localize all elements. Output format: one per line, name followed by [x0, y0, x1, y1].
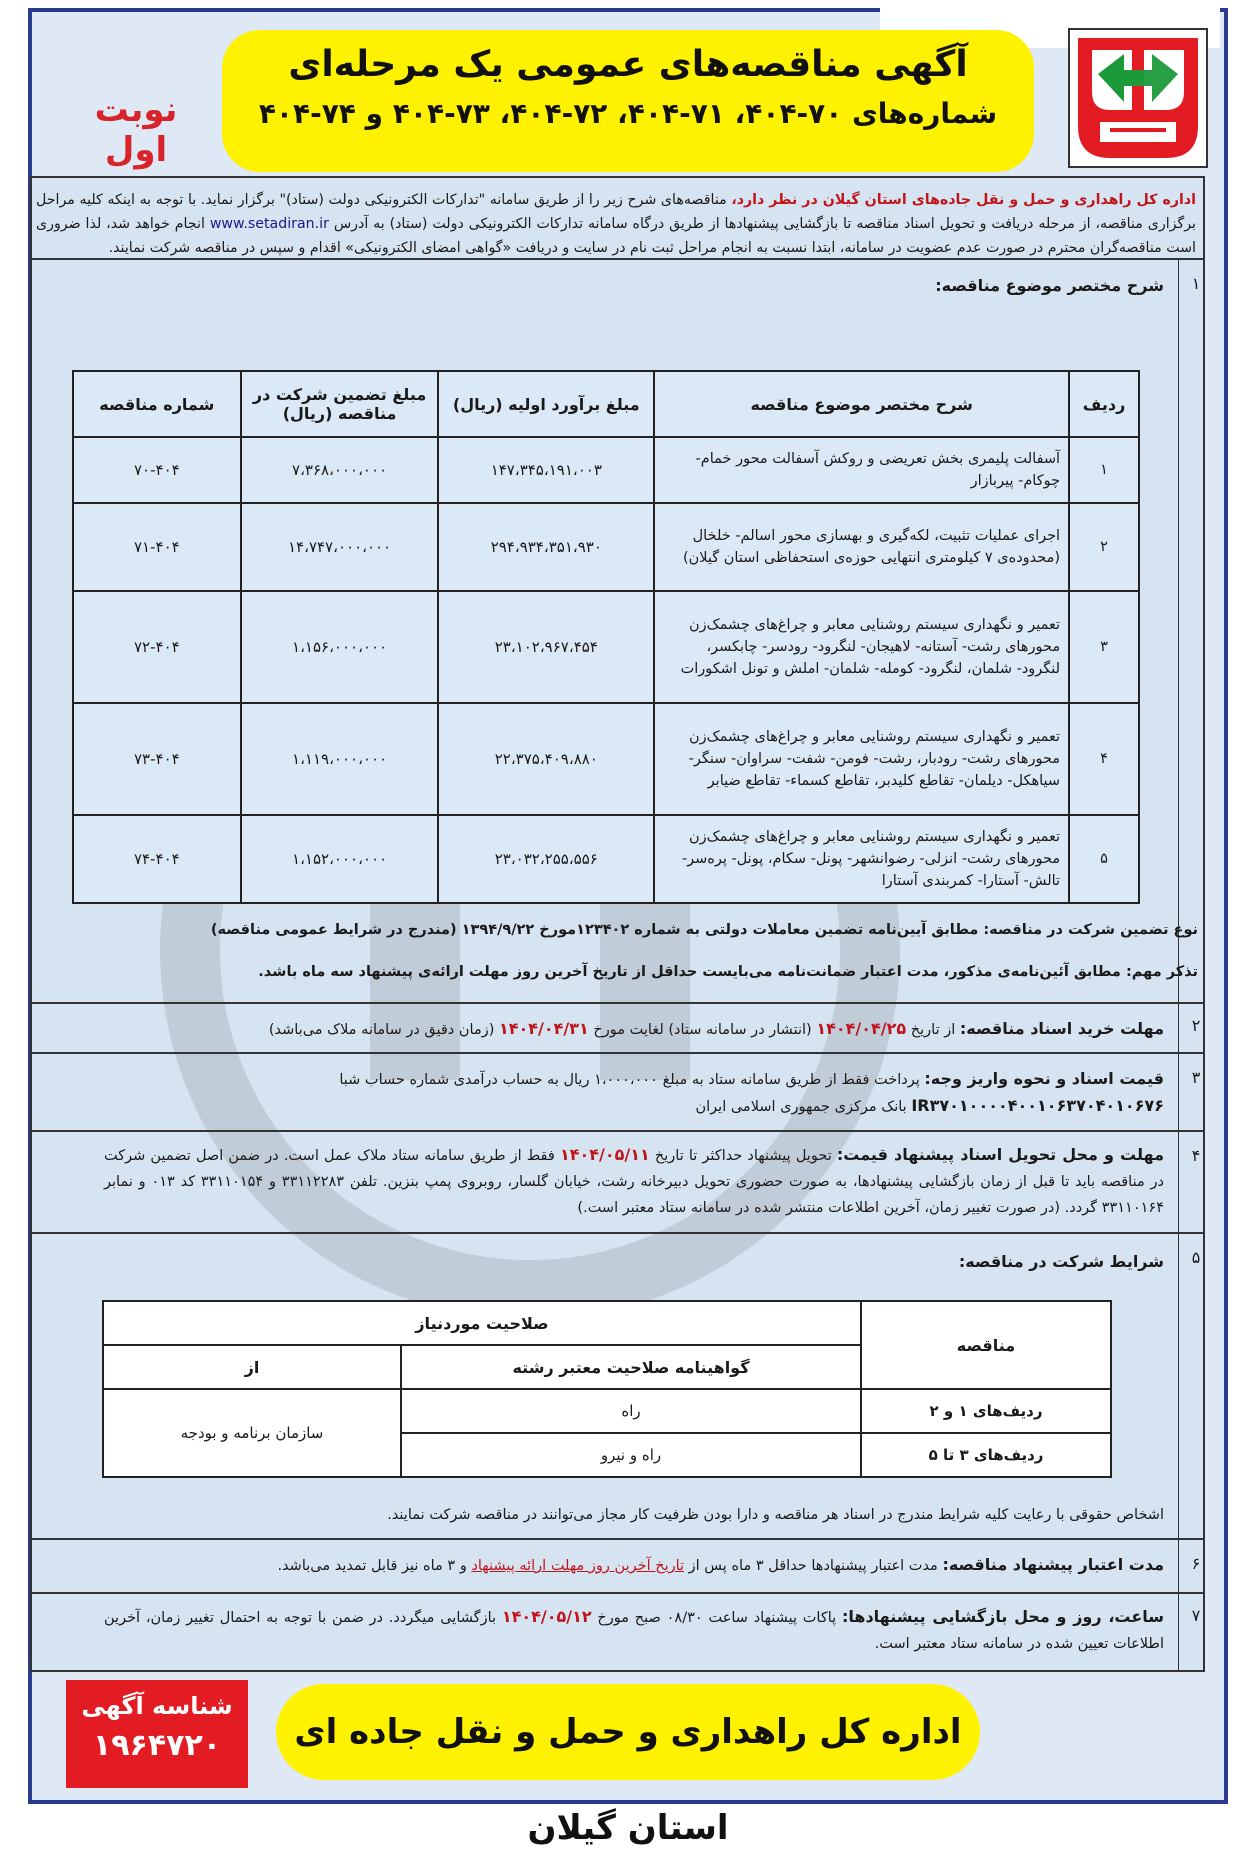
announcement-id-label: شناسه آگهی [81, 1692, 233, 1720]
row-from: سازمان برنامه و بودجه [103, 1389, 401, 1477]
row-tender: ردیف‌های ۱ و ۲ [861, 1389, 1111, 1433]
col-header: مناقصه [861, 1301, 1111, 1389]
footer-organization: اداره کل راهداری و حمل و نقل جاده ای استان گیلان [276, 1684, 980, 1780]
deadline-link[interactable]: تاریخ آخرین روز مهلت ارائه پیشنهاد [471, 1558, 685, 1574]
row-desc: آسفالت پلیمری بخش تعریضی و روکش آسفالت محور خمام- چوکام- پیربازار [654, 437, 1069, 503]
row-guarantee: ۱۴،۷۴۷،۰۰۰،۰۰۰ [241, 503, 439, 591]
announcement-title: آگهی مناقصه‌های عمومی یک مرحله‌ای [288, 44, 968, 85]
section-number: ۷ [1191, 1606, 1201, 1625]
qualification-table [102, 1300, 1112, 1478]
row-desc: اجرای عملیات تثبیت، لکه‌گیری و بهسازی محور اسالم- خلخال (محدوده‌ی ۷ کیلومتری انتهایی حوزه‌ی استحفاظی استان گیلان) [654, 503, 1069, 591]
row-cert: راه و نیرو [401, 1433, 861, 1477]
section-title: شرایط شرکت در مناقصه: [958, 1252, 1164, 1271]
section-number: ۴ [1191, 1146, 1201, 1165]
row-number: ۵ [1069, 815, 1139, 903]
title-banner [222, 30, 1034, 172]
text: مدت اعتبار پیشنهادها حداقل ۳ ماه پس از [684, 1558, 943, 1574]
text: تحویل پیشنهاد حداکثر تا تاریخ [649, 1148, 837, 1164]
text: (انتشار در سامانه ستاد) لغایت مورخ [588, 1022, 817, 1038]
section-4-text [104, 1142, 1164, 1221]
row-estimate: ۲۳،۱۰۲،۹۶۷،۴۵۴ [438, 591, 654, 703]
iban: IR۳۷۰۱۰۰۰۰۴۰۰۱۰۶۳۷۰۴۰۱۰۶۷۶ [911, 1096, 1164, 1115]
table-row [73, 703, 1139, 815]
date: ۱۴۰۴/۰۴/۲۵ [816, 1019, 907, 1038]
row-estimate: ۱۴۷،۳۴۵،۱۹۱،۰۰۳ [438, 437, 654, 503]
row-guarantee: ۱،۱۱۹،۰۰۰،۰۰۰ [241, 703, 439, 815]
table-row [73, 503, 1139, 591]
text: فقط از طریق سامانه ستاد ملاک عمل است. در ضمن اصل تضمین شرکت در مناقصه باید تا قبل از زمان بازگشایی پیشنهادها، به صورت حضوری تحویل دبیرخانه رشت، خیابان گلسار، روبروی پمپ بنزین. تلفن ۳۳۱۱۲۲۸۳ و ۳۳۱۱۰۱۵۴ کد ۰۱۳ و نمابر ۳۳۱۱۰۱۶۴ گردد. (در صورت تغییر زمان، آخرین اطلاعات منتشر شده در سامانه ستاد معتبر است.) [104, 1148, 1164, 1216]
text: پرداخت فقط از طریق سامانه ستاد به مبلغ ۱،۰۰۰،۰۰۰ ریال به حساب درآمدی شماره حساب شبا [339, 1072, 925, 1088]
row-number: ۳ [1069, 591, 1139, 703]
section-title: ساعت، روز و محل بازگشایی پیشنهادها: [841, 1607, 1165, 1626]
table-row [73, 815, 1139, 903]
col-header: گواهینامه صلاحیت معتبر رشته [401, 1345, 861, 1389]
text: (زمان دقیق در سامانه ملاک می‌باشد) [268, 1022, 499, 1038]
date: ۱۴۰۴/۰۴/۳۱ [498, 1019, 589, 1038]
section-5-footnote: اشخاص حقوقی با رعایت کلیه شرایط مندرج در اسناد هر مناقصه و دارا بودن ظرفیت کار مجاز می‌توانند در مناقصه شرکت نمایند. [387, 1507, 1164, 1523]
bank-name: بانک مرکزی جمهوری اسلامی ایران [695, 1099, 912, 1115]
guarantee-type-note: نوع تضمین شرکت در مناقصه: مطابق آیین‌نامه تضمین معاملات دولتی به شماره ۱۲۳۴۰۲مورخ ۱۳۹۴/۹/۲۲ (مندرج در شرایط عمومی مناقصه) [210, 922, 1198, 938]
divider [30, 1002, 1205, 1004]
col-header: ردیف [1069, 371, 1139, 437]
section-number: ۳ [1191, 1068, 1201, 1087]
row-tender-number: ۷۱-۴۰۴ [73, 503, 241, 591]
row-desc: تعمیر و نگهداری سیستم روشنایی معابر و چراغ‌های چشمک‌زن محورهای رشت- آستانه- لاهیجان- لنگرود- رودسر- چابکسر، لنگرود- شلمان، لنگرود- کومله- شلمان- املش و تونل اشکورات [654, 591, 1069, 703]
announcement-id-badge [66, 1680, 248, 1788]
row-number: ۲ [1069, 503, 1139, 591]
row-guarantee: ۱،۱۵۲،۰۰۰،۰۰۰ [241, 815, 439, 903]
date: ۱۴۰۴/۰۵/۱۱ [559, 1145, 650, 1164]
row-tender-number: ۷۲-۴۰۴ [73, 591, 241, 703]
setadiran-link[interactable]: www.setadiran.ir [209, 216, 329, 232]
text: بازگشایی میگردد. در ضمن با توجه به احتمال تغییر زمان، آخرین اطلاعات تعیین شده در سامانه ستاد معتبر است. [104, 1610, 1164, 1652]
section-7-text [104, 1604, 1164, 1657]
row-tender-number: ۷۰-۴۰۴ [73, 437, 241, 503]
table-row [73, 437, 1139, 503]
row-tender: ردیف‌های ۳ تا ۵ [861, 1433, 1111, 1477]
row-estimate: ۲۲،۳۷۵،۴۰۹،۸۸۰ [438, 703, 654, 815]
section-title: مهلت و محل تحویل اسناد پیشنهاد قیمت: [836, 1145, 1164, 1164]
divider [30, 1130, 1205, 1132]
intro-org: اداره کل راهداری و حمل و نقل جاده‌های استان گیلان در نظر دارد، [731, 192, 1196, 208]
divider [30, 1232, 1205, 1234]
col-header: صلاحیت موردنیاز [103, 1301, 861, 1345]
section-number: ۵ [1191, 1248, 1201, 1267]
col-header: شرح مختصر موضوع مناقصه [654, 371, 1069, 437]
table-row [73, 591, 1139, 703]
row-guarantee: ۱،۱۵۶،۰۰۰،۰۰۰ [241, 591, 439, 703]
section-title: مهلت خرید اسناد مناقصه: [959, 1019, 1164, 1038]
row-number: ۴ [1069, 703, 1139, 815]
row-estimate: ۲۹۴،۹۳۴،۳۵۱،۹۳۰ [438, 503, 654, 591]
row-guarantee: ۷،۳۶۸،۰۰۰،۰۰۰ [241, 437, 439, 503]
section-title: قیمت اسناد و نحوه واریز وجه: [924, 1069, 1164, 1088]
intro-text-1: مناقصه‌های شرح زیر را از طریق سامانه "تدارکات الکترونیکی دولت (ستاد)" برگزار نماید. با توجه به اینکه کلیه مراحل برگزاری مناقصه، از مرحله دریافت و تحویل اسناد مناقصه تا بازگشایی پیشنهادها از طریق درگاه سامانه تدارکات الکترونیکی دولت (ستاد) به آدرس [36, 192, 1196, 232]
date: ۱۴۰۴/۰۵/۱۲ [501, 1607, 592, 1626]
section-number: ۶ [1191, 1554, 1201, 1573]
text: و ۳ ماه نیز قابل تمدید می‌باشد. [277, 1558, 472, 1574]
section-title: شرح مختصر موضوع مناقصه: [935, 276, 1164, 295]
divider [30, 1592, 1205, 1594]
tender-numbers: شماره‌های ۷۰-۴۰۴، ۷۱-۴۰۴، ۷۲-۴۰۴، ۷۳-۴۰۴ و ۷۴-۴۰۴ [258, 97, 998, 130]
section-title: مدت اعتبار پیشنهاد مناقصه: [942, 1555, 1164, 1574]
row-desc: تعمیر و نگهداری سیستم روشنایی معابر و چراغ‌های چشمک‌زن محورهای رشت- انزلی- رضوانشهر- پونل- سکام، پونل- پره‌سر- تالش- آستارا- کمربندی آستارا [654, 815, 1069, 903]
section-6-text [104, 1552, 1164, 1579]
row-number: ۱ [1069, 437, 1139, 503]
section-number: ۱ [1191, 274, 1201, 293]
col-header: از [103, 1345, 401, 1389]
row-tender-number: ۷۴-۴۰۴ [73, 815, 241, 903]
col-header: شماره مناقصه [73, 371, 241, 437]
intro-text-2: انجام خواهد شد، لذا ضروری است مناقصه‌گران محترم در صورت عدم عضویت در سامانه، ابتدا نسبت به انجام مراحل ثبت نام در سایت و دریافت «گواهی امضای الکترونیکی» اقدام و سپس در مناقصه شرکت نمایند. [36, 216, 1196, 256]
intro-paragraph [36, 188, 1196, 260]
important-note: تذکر مهم: مطابق آئین‌نامه‌ی مذکور، مدت اعتبار ضمانت‌نامه می‌بایست حداقل از تاریخ آخرین روز مهلت ارائه‌ی پیشنهاد سه ماه باشد. [258, 964, 1198, 980]
row-desc: تعمیر و نگهداری سیستم روشنایی معابر و چراغ‌های چشمک‌زن محورهای رشت- رودبار، رشت- فومن- شفت- سراوان- سنگر- سیاهکل- دیلمان- تقاطع کلیدبر، تقاطع کسماء- تقاطع ضیابر [654, 703, 1069, 815]
divider [30, 1052, 1205, 1054]
table-row [103, 1389, 1111, 1433]
row-tender-number: ۷۳-۴۰۴ [73, 703, 241, 815]
section-number: ۲ [1191, 1016, 1201, 1035]
round-label: نوبت اول [94, 90, 178, 170]
text: از تاریخ [906, 1022, 960, 1038]
announcement-id-value: ۱۹۶۴۷۲۰ [92, 1728, 222, 1763]
row-estimate: ۲۳،۰۳۲،۲۵۵،۵۵۶ [438, 815, 654, 903]
col-header: مبلغ تضمین شرکت در مناقصه (ریال) [241, 371, 439, 437]
section-3-text [104, 1066, 1164, 1120]
tender-table [72, 370, 1140, 904]
divider [30, 1538, 1205, 1540]
row-cert: راه [401, 1389, 861, 1433]
divider [30, 258, 1205, 260]
section-2-text [104, 1016, 1164, 1043]
text: پاکات پیشنهاد ساعت ۰۸/۳۰ صبح مورخ [591, 1610, 842, 1626]
col-header: مبلغ برآورد اولیه (ریال) [438, 371, 654, 437]
road-organization-logo-icon [1068, 28, 1208, 168]
